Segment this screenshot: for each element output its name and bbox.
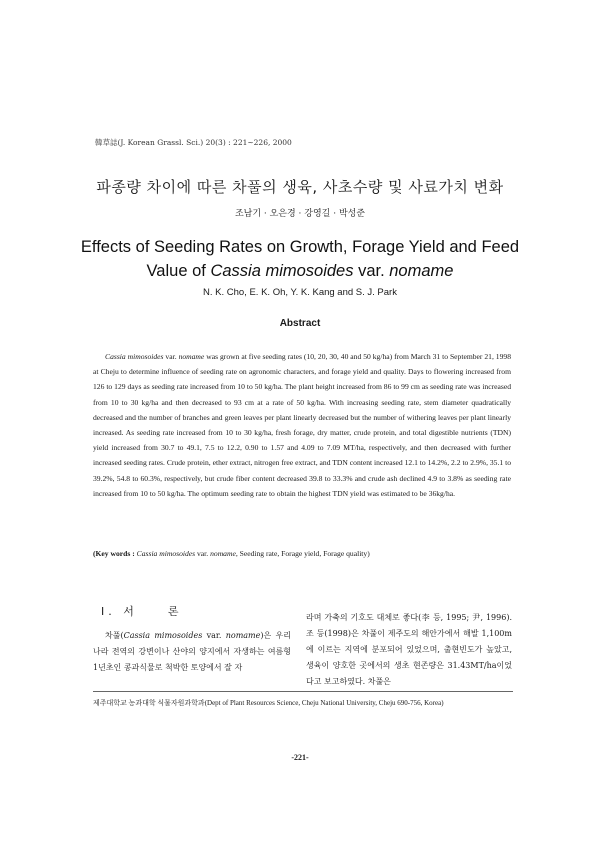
footnote-divider — [93, 691, 513, 692]
intro-heading: I. 서 론 — [101, 605, 183, 618]
abstract-species: Cassia mimosoides — [105, 352, 164, 361]
english-authors: N. K. Cho, E. K. Oh, Y. K. Kang and S. J. Park — [203, 287, 397, 298]
journal-reference: 韓草誌(J. Korean Grassl. Sci.) 20(3) : 221~226, 2000 — [95, 138, 292, 147]
title-text: var. — [353, 262, 390, 280]
english-title — [0, 235, 600, 283]
abstract-var: var. — [163, 352, 179, 361]
intro-right-column — [306, 610, 512, 690]
keywords-rest: , Seeding rate, Forage yield, Forage quality) — [235, 549, 370, 558]
korean-authors: 조남기 · 오은경 · 강영길 · 박성준 — [234, 209, 366, 219]
abstract-paragraph — [93, 349, 511, 501]
affiliation-footnote: 제주대학교 농과대학 식물자원과학과(Dept of Plant Resources Science, Cheju National University, Cheju 690-756, Korea) — [93, 699, 444, 707]
intro-text: )은 우리 나라 전역의 강변이나 산야의 양지에서 자생하는 여름형 1년초인 콩과식물로 척박한 토양에서 잘 자 — [93, 631, 291, 672]
keywords — [93, 548, 511, 560]
abstract-variety: nomame — [178, 352, 205, 361]
intro-variety: nomame — [225, 631, 261, 640]
intro-species: Cassia mimosoides — [123, 631, 203, 640]
intro-var: var. — [202, 631, 226, 640]
english-title-line2 — [0, 259, 600, 283]
intro-right-paragraph: 라며 가축의 기호도 대체로 좋다(李 등, 1995; 尹, 1996). 조 등(1998)은 차풀이 제주도의 해안가에서 해발 1,100m에 이르는 지역에 분포되어 있었으며, 출현빈도가 높았고, 생육이 양호한 곳에서의 생초 현존량은 31.43MT/ha이었다고 보고하였다. 차풀은 — [306, 613, 512, 686]
abstract-text: was grown at five seeding rates (10, 20, 30, 40 and 50 kg/ha) from March 31 to September 21, 1998 at Cheju to determine influence of seeding rate on agronomic characters, and forage yield and quality. Days to flowering increased from 126 to 129 days as seeding rate increased from 10 to 50 kg/ha. The plant height increased from 86 to 99 cm as seeding rate was increased from 10 to 30 kg/ha and then decreased to 93 cm at a rate of 50 kg/ha. With increasing seeding rate, stem diameter quadratically decreased and the number of branches and green leaves per plant linearly decreased but the number of withering leaves per plant linearly increased. As seeding rate increased from 10 to 30 kg/ha, fresh forage, dry matter, crude protein, and total digestible nutrients (TDN) yield increased from 30.7 to 49.1, 7.5 to 12.2, 0.90 to 1.57 and 4.09 to 7.09 MT/ha, respectively, and then decreased with further increased seeding rates. Crude protein, ether extract, nitrogen free extract, and TDN content increased 12.1 to 14.2%, 2.2 to 2.9%, 35.1 to 39.2%, 54.8 to 60.3%, respectively, but crude fiber content decreased 39.8 to 33.3% and crude ash declined 4.9 to 3.8% as seeding rate increased from 10 to 50 kg/ha. The optimum seeding rate to obtain the highest TDN yield was estimated to be 36kg/ha. — [93, 352, 511, 498]
intro-left-column — [93, 604, 291, 676]
page-number: -221- — [291, 753, 309, 762]
keywords-variety: nomame — [210, 549, 236, 558]
english-title-line1: Effects of Seeding Rates on Growth, Forage Yield and Feed — [80, 238, 520, 256]
keywords-label: (Key words : — [93, 549, 137, 558]
title-species: Cassia mimosoides — [210, 262, 354, 280]
korean-title: 파종량 차이에 따른 차풀의 생육, 사초수량 및 사료가치 변화 — [96, 178, 504, 196]
abstract-heading: Abstract — [279, 318, 321, 329]
title-variety: nomame — [389, 262, 454, 280]
keywords-var: var. — [195, 549, 211, 558]
title-text: Value of — [146, 262, 211, 280]
keywords-species: Cassia mimosoides — [136, 549, 196, 558]
intro-left-paragraph — [93, 628, 291, 676]
intro-text: 차풀( — [105, 631, 124, 640]
abstract-body — [93, 349, 511, 501]
